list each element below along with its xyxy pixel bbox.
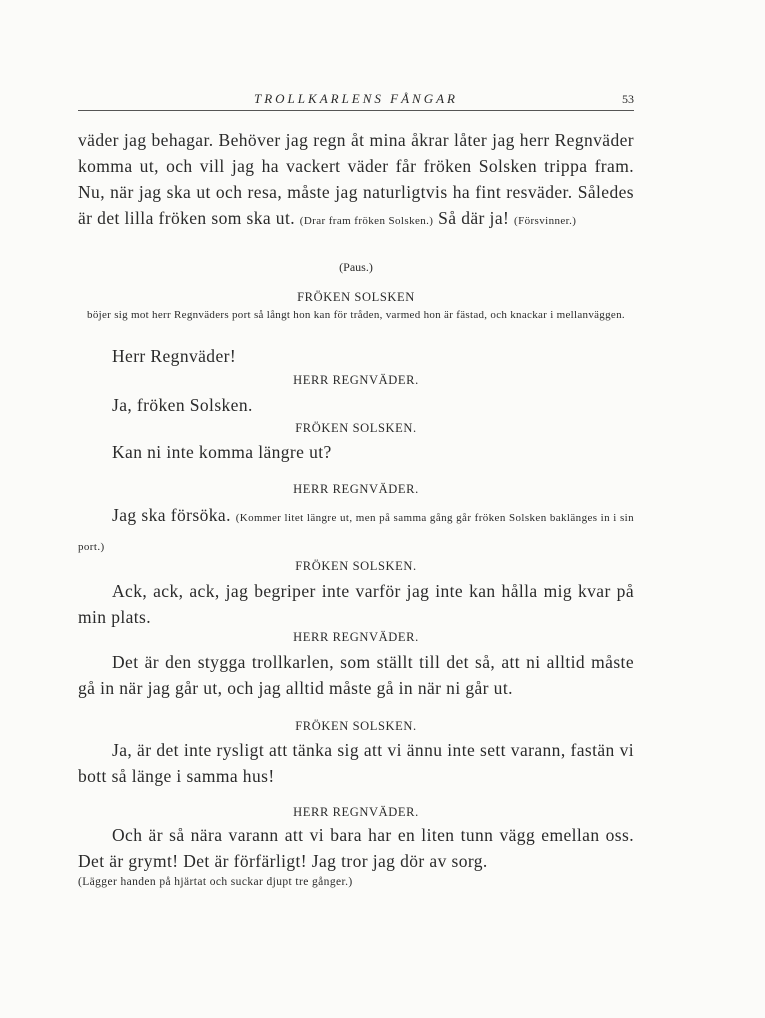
opening-text-2: Så där ja! (438, 208, 510, 228)
header-rule (78, 110, 634, 111)
speaker-name: HERR REGNVÄDER. (293, 630, 419, 644)
page-number: 53 (622, 92, 634, 106)
speaker-name: HERR REGNVÄDER. (293, 805, 419, 819)
opening-text: väder jag behagar. Behöver jag regn åt mina åkrar låter jag herr Regnväder komma ut, och vill jag ha vackert väder får fröken Solsken trippa fram. Nu, när jag ska ut och resa, måste jag naturligtvis ha fint resväder. Således är det lilla fröken som ska ut. (78, 130, 634, 228)
dialogue-line: Ja, är det inte rysligt att tänka sig att vi ännu inte sett varann, fastän vi bott så länge i samma hus! (78, 740, 634, 786)
dialogue-line: Och är så nära varann att vi bara har en liten tunn vägg emellan oss. Det är grymt! Det är förfärligt! Jag tror jag dör av sorg. (78, 825, 634, 871)
speaker-name: FRÖKEN SOLSKEN. (295, 719, 417, 733)
stage-direction: (Kommer litet längre ut, men på samma gång går fröken Solsken baklänges in i sin port.) (78, 512, 634, 553)
running-title: TROLLKARLENS FÅNGAR (254, 91, 458, 106)
pause-direction: (Paus.) (339, 260, 373, 274)
dialogue-line: Herr Regnväder! (112, 346, 237, 366)
stage-direction: (Drar fram fröken Solsken.) (299, 215, 434, 227)
stage-direction: (Lägger handen på hjärtat och suckar djupt tre gånger.) (78, 876, 353, 888)
dialogue-line: Ja, fröken Solsken. (112, 395, 253, 415)
stage-direction: (Försvinner.) (514, 215, 577, 227)
speaker-name: HERR REGNVÄDER. (293, 373, 419, 387)
dialogue-line (78, 502, 634, 560)
dialogue-line: Kan ni inte komma längre ut? (112, 442, 332, 462)
running-head (78, 91, 634, 109)
dialogue-text: Jag ska försöka. (112, 505, 231, 525)
opening-paragraph (78, 127, 634, 234)
dialogue-line: Ack, ack, ack, jag begriper inte varför jag inte kan hålla mig kvar på min plats. (78, 581, 634, 627)
stage-direction: böjer sig mot herr Regnväders port så långt hon kan för tråden, varmed hon är fästad, och knackar i mellanväggen. (87, 309, 625, 321)
speaker-name: FRÖKEN SOLSKEN. (295, 559, 417, 573)
speaker-name: FRÖKEN SOLSKEN (297, 290, 415, 304)
speaker-name: FRÖKEN SOLSKEN. (295, 421, 417, 435)
speaker-name: HERR REGNVÄDER. (293, 482, 419, 496)
dialogue-line: Det är den stygga trollkarlen, som ställt till det så, att ni alltid måste gå in när jag går ut, och jag alltid måste gå in när ni går ut. (78, 652, 634, 698)
